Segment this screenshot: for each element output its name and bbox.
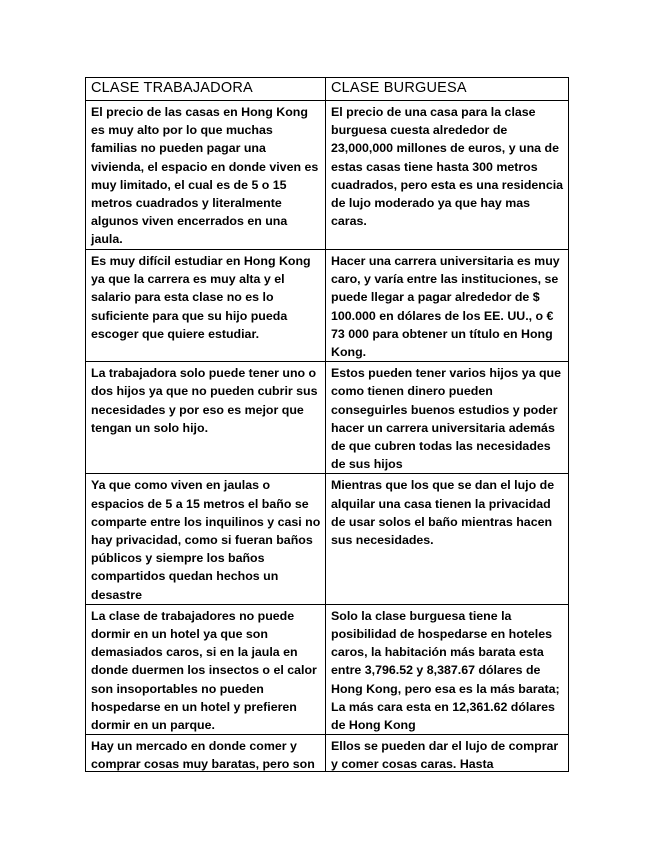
cell-trabajadora-mercado: Hay un mercado en donde comer y comprar cosas muy baratas, pero son <box>91 739 315 772</box>
table-row <box>86 101 569 250</box>
table-row <box>86 362 569 474</box>
cell-burguesa-hijos: Estos pueden tener varios hijos ya que como tienen dinero pueden conseguirles buenos estudios y poder hacer un carrera universitaria además de que cubren todas las necesidades de sus hijos <box>326 362 569 474</box>
header-clase-trabajadora: CLASE TRABAJADORA <box>86 78 326 101</box>
cell-trabajadora-hotel: La clase de trabajadores no puede dormir en un hotel ya que son demasiados caros, si en la jaula en donde duermen los insectos o el calor son insoportables no pueden hospedarse en un hotel y prefieren dormir en un parque. <box>86 604 326 734</box>
cell-burguesa-mercado: Ellos se pueden dar el lujo de comprar y comer cosas caras. Hasta <box>331 739 559 772</box>
comparison-table <box>85 77 569 772</box>
table-header-row <box>86 78 569 101</box>
cell-burguesa-estudios: Hacer una carrera universitaria es muy caro, y varía entre las instituciones, se puede llegar a pagar alrededor de $ 100.000 en dólares de los EE. UU., o € 73 000 para obtener un título en Hong Kong. <box>326 250 569 362</box>
cell-trabajadora-hijos: La trabajadora solo puede tener uno o dos hijos ya que no pueden cubrir sus necesidades y por eso es mejor que tengan un solo hijo. <box>86 362 326 474</box>
cell-trabajadora-estudios: Es muy difícil estudiar en Hong Kong ya que la carrera es muy alta y el salario para esta clase no es lo suficiente para que su hijo pueda escoger que quiere estudiar. <box>86 250 326 362</box>
cell-trabajadora-vivienda: El precio de las casas en Hong Kong es muy alto por lo que muchas familias no pueden pagar una vivienda, el espacio en donde viven es muy limitado, el cual es de 5 o 15 metros cuadrados y literalmente algunos viven encerrados en una jaula. <box>86 101 326 250</box>
table-row <box>86 735 569 772</box>
cell-burguesa-bano: Mientras que los que se dan el lujo de alquilar una casa tienen la privacidad de usar solos el baño mientras hacen sus necesidades. <box>326 474 569 604</box>
cell-burguesa-vivienda: El precio de una casa para la clase burguesa cuesta alrededor de 23,000,000 millones de euros, y una de estas casas tiene hasta 300 metros cuadrados, pero esta es una residencia de lujo moderado ya que hay mas caras. <box>326 101 569 250</box>
table-row <box>86 604 569 734</box>
header-clase-burguesa: CLASE BURGUESA <box>326 78 569 101</box>
cell-trabajadora-bano: Ya que como viven en jaulas o espacios de 5 a 15 metros el baño se comparte entre los inquilinos y casi no hay privacidad, como si fueran baños públicos y siempre los baños compartidos quedan hechos un desastre <box>86 474 326 604</box>
cell-burguesa-hotel: Solo la clase burguesa tiene la posibilidad de hospedarse en hoteles caros, la habitación más barata esta entre 3,796.52 y 8,387.67 dólares de Hong Kong, pero esa es la más barata; La más cara esta en 12,361.62 dólares de Hong Kong <box>326 604 569 734</box>
table-row <box>86 250 569 362</box>
cell-burguesa-mercado-wrap <box>326 735 569 772</box>
table-row <box>86 474 569 604</box>
cell-trabajadora-mercado-wrap <box>86 735 326 772</box>
